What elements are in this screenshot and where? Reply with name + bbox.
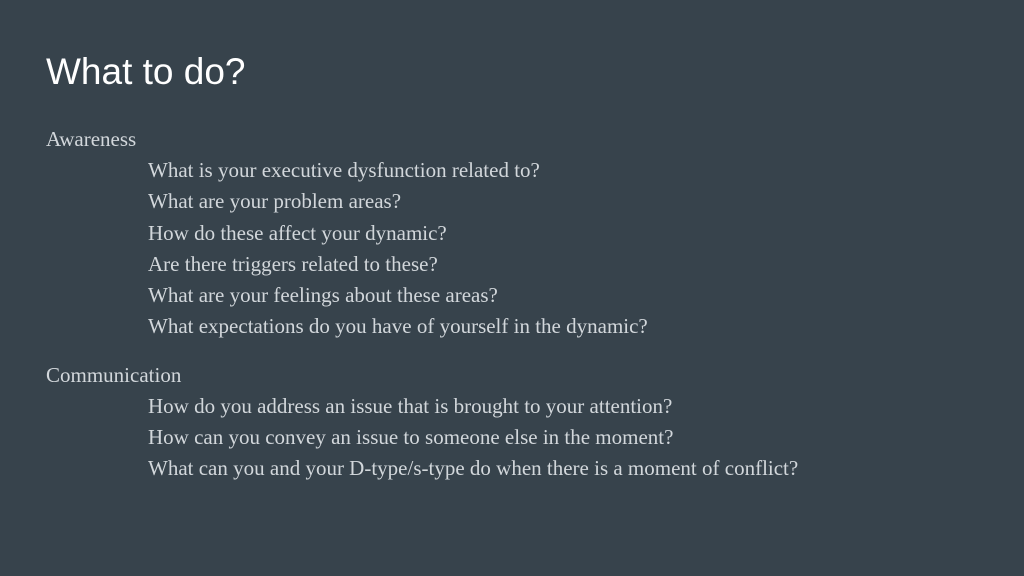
list-item: What are your problem areas? — [148, 189, 402, 214]
awareness-question-list — [46, 155, 1006, 343]
list-item: How do you address an issue that is brought to your attention? — [148, 393, 673, 418]
slide-body — [46, 124, 1006, 485]
list-item: How do these affect your dynamic? — [148, 220, 447, 245]
section-heading-awareness: Awareness — [46, 127, 137, 151]
section-communication — [46, 360, 1006, 485]
section-heading-communication: Communication — [46, 362, 182, 387]
list-item: How can you convey an issue to someone else in the moment? — [148, 425, 674, 450]
list-item: What is your executive dysfunction related to? — [148, 158, 540, 182]
list-item: What can you and your D-type/s-type do when there is a moment of conflict? — [148, 456, 799, 481]
list-item: What expectations do you have of yourself in the dynamic? — [148, 314, 648, 339]
slide-title: What to do? — [46, 51, 246, 92]
communication-question-list — [46, 391, 1006, 485]
list-item: What are your feelings about these areas? — [148, 283, 498, 308]
section-awareness — [46, 124, 1006, 343]
list-item: Are there triggers related to these? — [148, 251, 438, 276]
